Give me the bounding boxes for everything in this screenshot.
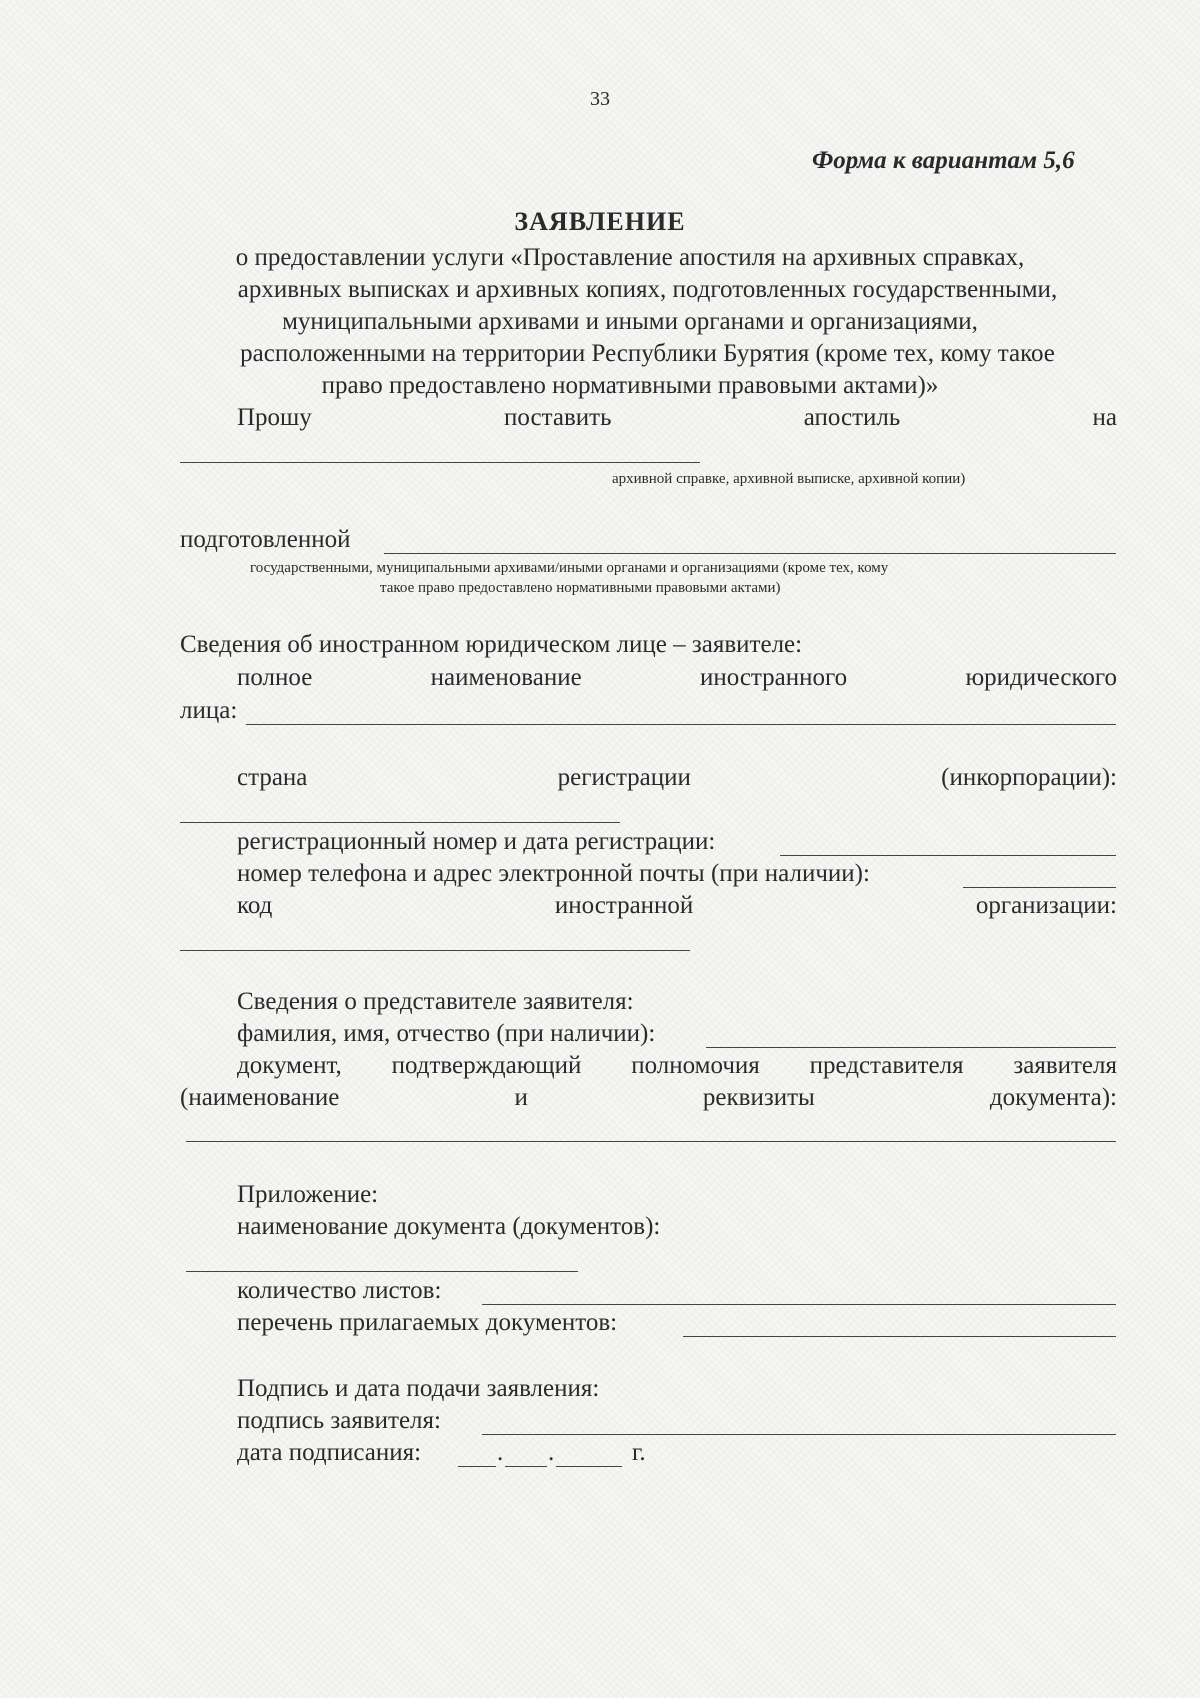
fio-blank[interactable] xyxy=(706,1047,1116,1048)
prepared-label: подготовленной xyxy=(180,526,351,553)
code-word: иностранной xyxy=(554,892,694,919)
subtitle-line: о предоставлении услуги «Проставление апостиля на архивных справках, xyxy=(235,244,1025,271)
date-dot: . xyxy=(548,1439,555,1466)
doc-word: и xyxy=(514,1084,528,1111)
fullname-word: полное xyxy=(237,664,313,691)
fullname-line xyxy=(237,663,1117,693)
request-word: Прошу xyxy=(237,404,312,431)
country-word: (инкорпорации): xyxy=(941,764,1117,791)
request-word: поставить xyxy=(504,404,612,431)
doc-word: заявителя xyxy=(1013,1052,1117,1079)
reg-number-blank[interactable] xyxy=(780,855,1116,856)
doc-word: реквизиты xyxy=(702,1084,815,1111)
prepared-blank[interactable] xyxy=(384,553,1116,554)
doc-word: представителя xyxy=(809,1052,964,1079)
fullname-cont: лица: xyxy=(180,697,238,724)
sheets-label: количество листов: xyxy=(237,1277,442,1304)
applicant-heading: Сведения об иностранном юридическом лице – заявителе: xyxy=(180,631,803,658)
fio-label: фамилия, имя, отчество (при наличии): xyxy=(237,1020,656,1047)
request-line xyxy=(237,403,1117,433)
fullname-blank[interactable] xyxy=(246,724,1116,725)
code-blank[interactable] xyxy=(180,950,690,951)
attachment-docname-label: наименование документа (документов): xyxy=(237,1213,661,1240)
date-day-blank[interactable] xyxy=(458,1466,496,1467)
reg-number-label: регистрационный номер и дата регистрации: xyxy=(237,828,716,855)
request-blank[interactable] xyxy=(180,462,700,463)
sign-blank[interactable] xyxy=(482,1434,1116,1435)
sign-label: подпись заявителя: xyxy=(237,1407,441,1434)
fullname-word: иностранного xyxy=(699,664,848,691)
phone-label: номер телефона и адрес электронной почты (при наличии): xyxy=(237,860,870,887)
phone-blank[interactable] xyxy=(963,887,1116,888)
doc-word: документа): xyxy=(989,1084,1117,1111)
code-line xyxy=(237,891,1117,921)
date-year-blank[interactable] xyxy=(556,1466,622,1467)
list-blank[interactable] xyxy=(683,1336,1116,1337)
doc-word: (наименование xyxy=(180,1084,340,1111)
country-word: регистрации xyxy=(557,764,691,791)
date-label: дата подписания: xyxy=(237,1439,422,1466)
request-word: апостиль xyxy=(803,404,901,431)
doc-blank[interactable] xyxy=(186,1141,1116,1142)
year-suffix: г. xyxy=(632,1439,646,1466)
form-label: Форма к вариантам 5,6 xyxy=(812,147,1075,174)
country-line xyxy=(237,763,1117,793)
doc-line-2 xyxy=(180,1083,1117,1113)
attachment-docname-blank[interactable] xyxy=(186,1271,578,1272)
date-month-blank[interactable] xyxy=(505,1466,547,1467)
fullname-word: наименование xyxy=(430,664,582,691)
subtitle-line: муниципальными архивами и иными органами и организациями, xyxy=(282,308,978,335)
request-word: на xyxy=(1092,404,1117,431)
subtitle-line: право предоставлено нормативными правовыми актами)» xyxy=(321,372,939,399)
document-title: ЗАЯВЛЕНИЕ xyxy=(514,207,686,236)
request-hint: архивной справке, архивной выписке, архивной копии) xyxy=(612,471,966,487)
doc-word: полномочия xyxy=(631,1052,760,1079)
attachment-heading: Приложение: xyxy=(237,1181,379,1208)
signature-heading: Подпись и дата подачи заявления: xyxy=(237,1375,600,1402)
doc-word: документ, xyxy=(237,1052,342,1079)
fullname-word: юридического xyxy=(965,664,1117,691)
prepared-hint: государственными, муниципальными архивами/иными органами и организациями (кроме тех, кому xyxy=(250,560,889,576)
date-dot: . xyxy=(497,1439,504,1466)
code-word: организации: xyxy=(975,892,1117,919)
representative-heading: Сведения о представителе заявителя: xyxy=(237,988,634,1015)
subtitle-line: архивных выписках и архивных копиях, подготовленных государственными, xyxy=(237,276,1058,303)
prepared-hint: такое право предоставлено нормативными правовыми актами) xyxy=(380,580,781,596)
page-number: 33 xyxy=(590,88,610,110)
code-word: код xyxy=(237,892,273,919)
doc-line-1 xyxy=(237,1051,1117,1081)
country-word: страна xyxy=(237,764,308,791)
country-blank[interactable] xyxy=(180,822,620,823)
sheets-blank[interactable] xyxy=(482,1304,1116,1305)
list-label: перечень прилагаемых документов: xyxy=(237,1309,618,1336)
doc-word: подтверждающий xyxy=(391,1052,582,1079)
subtitle-line: расположенными на территории Республики Бурятия (кроме тех, кому такое xyxy=(240,340,1055,367)
